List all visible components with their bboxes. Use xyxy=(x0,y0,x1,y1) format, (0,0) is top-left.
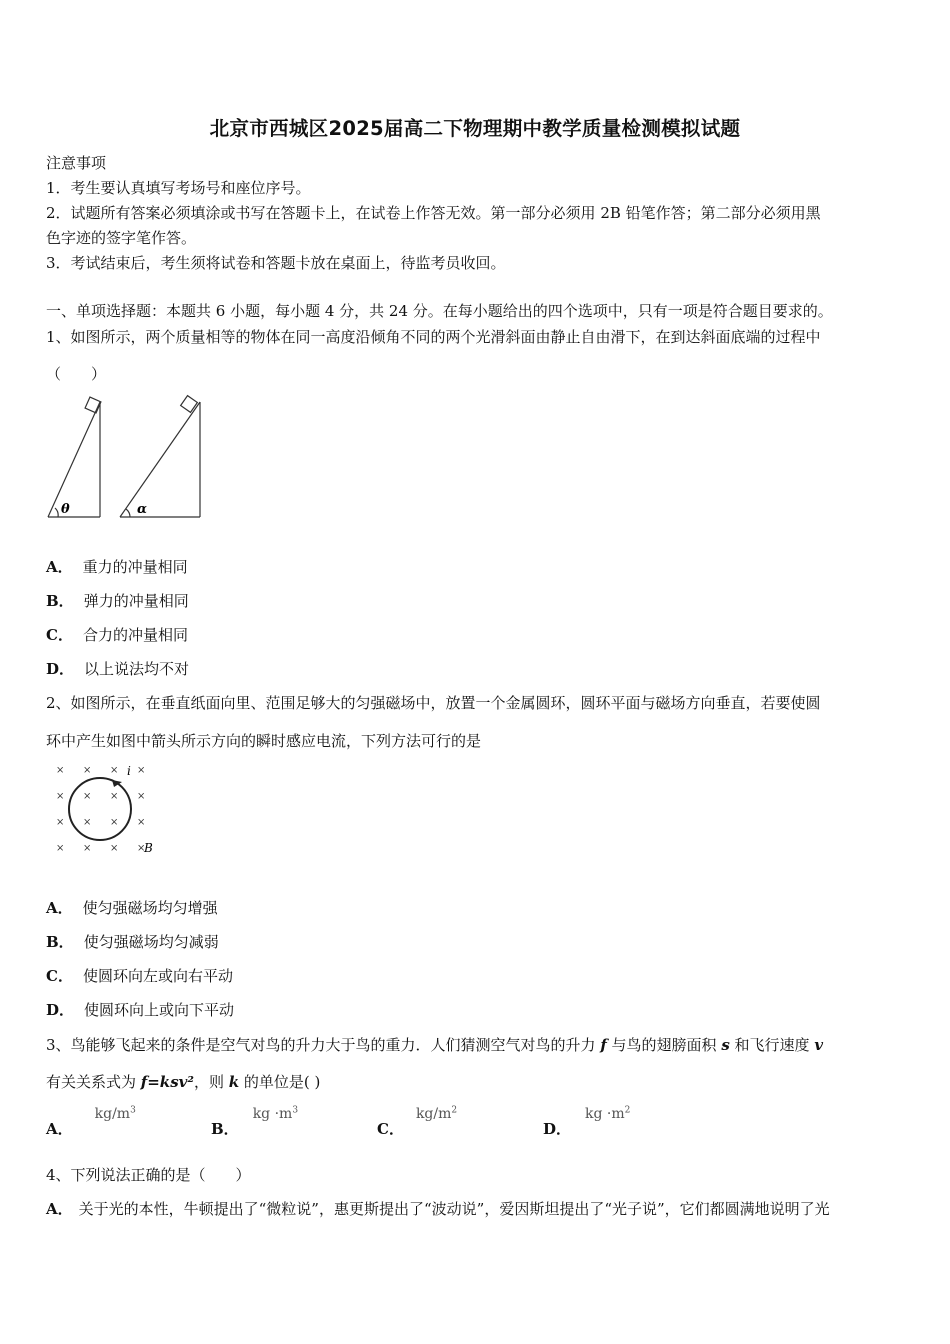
cross-mark: × xyxy=(110,843,119,854)
option-text: 弹力的冲量相同 xyxy=(83,592,189,610)
q1-option-b[interactable] xyxy=(46,590,189,611)
q3-option-b[interactable]: B．kg $\cdot m^3$ xyxy=(211,1105,299,1138)
option-label: B． xyxy=(46,933,74,951)
cross-mark: × xyxy=(83,843,92,854)
cross-mark: × xyxy=(110,817,119,828)
q4-stem: 4、下列说法正确的是（ ） xyxy=(46,1166,251,1184)
cross-mark: × xyxy=(56,843,65,854)
cross-mark: × xyxy=(137,817,146,828)
option-label: C． xyxy=(46,626,73,644)
q2-option-b[interactable] xyxy=(46,931,219,952)
q3-stem-line2: 有关关系式为 f=ksv²，则 k 的单位是( ) xyxy=(46,1073,321,1091)
metal-ring xyxy=(69,778,131,840)
q1-option-a[interactable] xyxy=(46,556,188,577)
angle-theta: θ xyxy=(61,502,70,517)
incline2-slope xyxy=(120,402,200,517)
cross-mark: × xyxy=(83,817,92,828)
option-text: 使圆环向左或向右平动 xyxy=(82,967,233,985)
cross-mark: × xyxy=(56,817,65,828)
q1-option-d[interactable] xyxy=(46,658,189,679)
q2-magnetic-field-figure xyxy=(50,760,170,860)
notice-item: 2．试题所有答案必须填涂或书写在答题卡上，在试卷上作答无效。第一部分必须用 2B 铅笔作答；第二部分必须用黑 xyxy=(46,204,821,222)
cross-mark: × xyxy=(137,765,146,776)
angle-arc-1 xyxy=(55,508,58,517)
page-title: 北京市西城区2025届高二下物理期中教学质量检测模拟试题 xyxy=(209,117,741,140)
cross-mark: × xyxy=(56,791,65,802)
q1-stem: 1、如图所示，两个质量相等的物体在同一高度沿倾角不同的两个光滑斜面由静止自由滑下，在到达斜面底端的过程中 xyxy=(46,328,821,346)
option-label: C． xyxy=(46,967,73,985)
option-text: 关于光的本性，牛顿提出了“微粒说”，惠更斯提出了“波动说”，爱因斯坦提出了“光子说”，它们都圆满地说明了光 xyxy=(78,1200,830,1218)
section-heading: 一、单项选择题：本题共 6 小题，每小题 4 分，共 24 分。在每小题给出的四个选项中，只有一项是符合题目要求的。 xyxy=(46,302,833,320)
notice-item: 3．考试结束后，考生须将试卷和答题卡放在桌面上，待监考员收回。 xyxy=(46,254,506,272)
q1-blank: （ ） xyxy=(46,365,107,383)
angle-arc-2 xyxy=(126,509,130,517)
q4-option-a[interactable] xyxy=(46,1198,830,1219)
angle-alpha: α xyxy=(137,502,148,517)
option-text: 使匀强磁场均匀减弱 xyxy=(83,933,219,951)
notice-item: 1．考生要认真填写考场号和座位序号。 xyxy=(46,179,311,197)
option-text: 使圆环向上或向下平动 xyxy=(84,1001,235,1019)
cross-mark: × xyxy=(110,791,119,802)
cross-mark: × xyxy=(110,765,119,776)
cross-mark: × xyxy=(83,791,92,802)
option-label: D． xyxy=(46,1001,75,1019)
q3-option-a[interactable]: A．$kg/m^3$ xyxy=(46,1105,136,1138)
q2-stem-line1: 2、如图所示，在垂直纸面向里、范围足够大的匀强磁场中，放置一个金属圆环，圆环平面与磁场方向垂直，若要使圆 xyxy=(46,694,821,712)
option-text: 合力的冲量相同 xyxy=(82,626,188,644)
cross-mark: × xyxy=(137,791,146,802)
option-text: 重力的冲量相同 xyxy=(82,558,188,576)
option-label: A． xyxy=(46,558,73,576)
cross-mark: × xyxy=(137,843,146,854)
q3-option-d[interactable]: D．kg $\cdot m^2$ xyxy=(543,1105,631,1138)
option-label: A． xyxy=(46,899,73,917)
current-label: i xyxy=(127,764,131,778)
cross-mark: × xyxy=(83,765,92,776)
option-label: B． xyxy=(46,592,74,610)
option-text: 使匀强磁场均匀增强 xyxy=(82,899,218,917)
q2-option-c[interactable] xyxy=(46,965,233,986)
option-text: 以上说法均不对 xyxy=(84,660,190,678)
cross-mark: × xyxy=(56,765,65,776)
q3-stem-line1: 3、鸟能够飞起来的条件是空气对鸟的升力大于鸟的重力．人们猜测空气对鸟的升力 f 与鸟的翅膀面积 s 和飞行速度 v xyxy=(46,1036,824,1054)
q2-option-d[interactable] xyxy=(46,999,234,1020)
q2-option-a[interactable] xyxy=(46,897,218,918)
option-label: A． xyxy=(46,1200,73,1218)
notice-item: 色字迹的签字笔作答。 xyxy=(46,229,197,247)
q3-option-c[interactable]: C．$kg/m^2$ xyxy=(377,1105,458,1138)
formula: f=ksv² xyxy=(140,1073,194,1091)
incline1-slope xyxy=(48,402,100,517)
q2-stem-line2: 环中产生如图中箭头所示方向的瞬时感应电流，下列方法可行的是 xyxy=(46,732,482,750)
notice-heading: 注意事项 xyxy=(46,154,107,172)
field-label: B xyxy=(144,841,153,855)
q1-option-c[interactable] xyxy=(46,624,188,645)
option-label: D． xyxy=(46,660,75,678)
q1-incline-figure xyxy=(44,390,209,525)
